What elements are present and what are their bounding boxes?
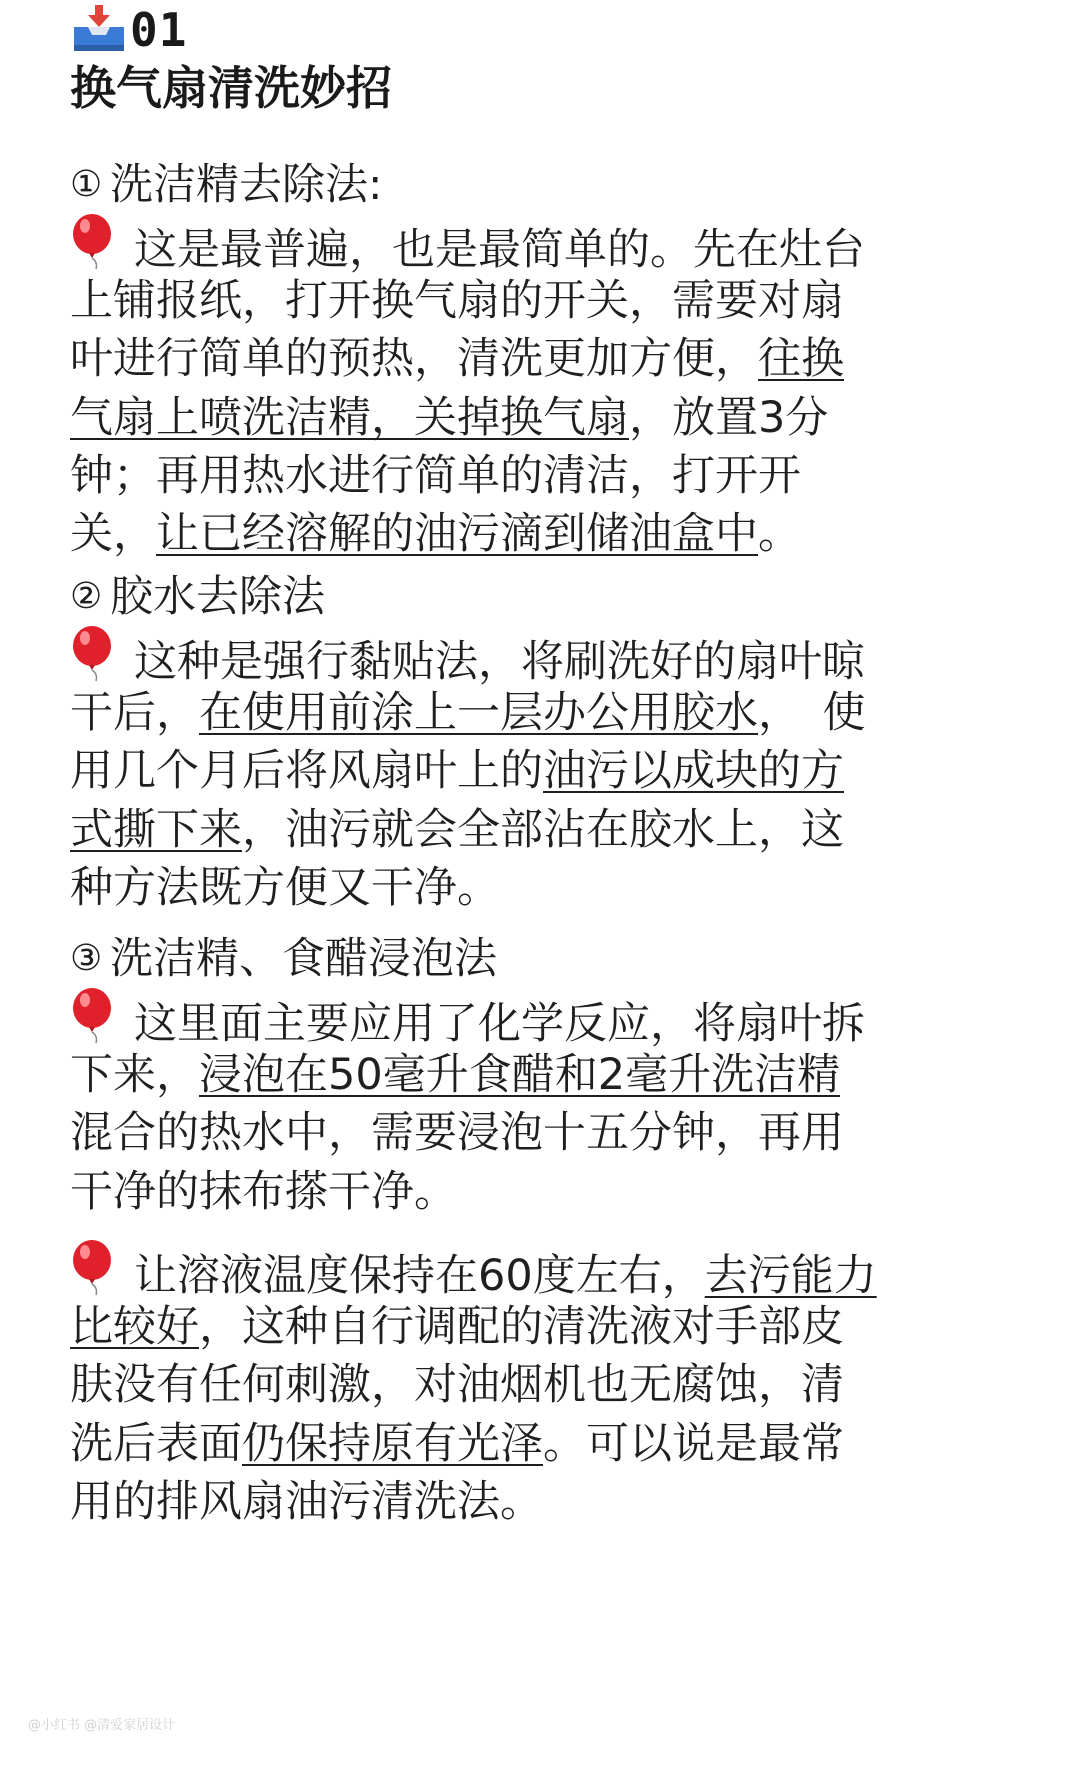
method-heading-text: 洗洁精去除法: [110, 160, 383, 210]
text-segment: 。可以说是最常 [543, 1418, 844, 1469]
text-segment: 种方法既方便又干净。 [70, 862, 500, 913]
circled-number: ③ [70, 938, 103, 979]
method-heading-text: 胶水去除法 [110, 572, 325, 622]
paragraph-line [70, 1240, 1020, 1301]
red-balloon-icon [70, 988, 118, 1044]
text-segment: ，油污就会全部沾在胶水上，这 [242, 804, 844, 855]
text-segment: 上铺报纸，打开换气扇的开关，需要对扇 [70, 276, 844, 327]
text-segment: 钟；再用热水进行简单的清洁，打开开 [70, 450, 801, 501]
underlined-text: 油污以成块的方 [543, 746, 844, 797]
method-heading-text: 洗洁精、食醋浸泡法 [110, 934, 497, 984]
text-segment: ，放置3分 [629, 392, 829, 443]
paragraph-line [70, 988, 1020, 1049]
text-segment: 让溶液温度保持在60度左右， [134, 1251, 705, 1301]
underlined-text: 往换 [758, 334, 844, 385]
circled-number: ① [70, 164, 103, 205]
text-segment: 这里面主要应用了化学反应，将扇叶拆 [134, 999, 865, 1049]
text-segment: 这种是强行黏贴法，将刷洗好的扇叶晾 [134, 637, 865, 687]
method-section [70, 930, 1020, 1221]
text-segment: 下来， [70, 1050, 199, 1101]
underlined-text: 气扇上喷洗洁精，关掉换气扇 [70, 392, 629, 443]
text-segment: 用几个月后将风扇叶上的 [70, 746, 543, 797]
method-section [70, 156, 1020, 563]
paragraph-line [70, 801, 1020, 859]
text-segment: 关， [70, 508, 156, 559]
paragraph-line [70, 1473, 1020, 1531]
underlined-text: 在使用前涂上一层办公用胶水 [199, 688, 758, 739]
method-heading [70, 568, 1020, 626]
method-paragraph [70, 214, 1020, 563]
paragraph-line [70, 272, 1020, 330]
text-segment: 。 [758, 508, 801, 559]
paragraph-line [70, 1104, 1020, 1162]
method-paragraph [70, 988, 1020, 1221]
text-segment: 这是最普遍，也是最简单的。先在灶台 [134, 225, 865, 275]
method-heading [70, 930, 1020, 988]
page-title: 换气扇清洗妙招 [70, 61, 392, 115]
underlined-text: 让已经溶解的油污滴到储油盒中 [156, 508, 758, 559]
text-segment: 用的排风扇油污清洗法。 [70, 1476, 543, 1527]
text-segment: ， 使 [758, 688, 866, 739]
underlined-text: 比较好 [70, 1302, 199, 1353]
method-paragraph [70, 1240, 1020, 1531]
text-segment: 洗后表面 [70, 1418, 242, 1469]
circled-number: ② [70, 576, 103, 617]
text-segment: 干净的抹布搽干净。 [70, 1166, 457, 1217]
paragraph-line [70, 742, 1020, 800]
header-number-line [70, 2, 187, 58]
underlined-text: 仍保持原有光泽 [242, 1418, 543, 1469]
paragraph-line [70, 447, 1020, 505]
watermark: @小红书 @清爱家居设计 [28, 1718, 176, 1733]
text-segment: 叶进行简单的预热，清洗更加方便， [70, 334, 758, 385]
underlined-text: 去污能力 [704, 1251, 877, 1301]
paragraph-line [70, 1356, 1020, 1414]
paragraph-line [70, 626, 1020, 687]
inbox-tray-icon [70, 5, 128, 55]
underlined-text: 浸泡在50毫升食醋和2毫升洗洁精 [199, 1050, 841, 1101]
red-balloon-icon [70, 214, 118, 270]
paragraph-line [70, 1046, 1020, 1104]
text-segment: ，这种自行调配的清洗液对手部皮 [199, 1302, 844, 1353]
method-section [70, 568, 1020, 917]
paragraph-line [70, 1415, 1020, 1473]
paragraph-line [70, 859, 1020, 917]
paragraph-line [70, 330, 1020, 388]
paragraph-line [70, 1163, 1020, 1221]
paragraph-line [70, 505, 1020, 563]
method-heading [70, 156, 1020, 214]
red-balloon-icon [70, 626, 118, 682]
method-paragraph [70, 626, 1020, 917]
text-segment: 干后， [70, 688, 199, 739]
section-number: 01 [130, 3, 188, 57]
paragraph-line [70, 684, 1020, 742]
paragraph-line [70, 1298, 1020, 1356]
text-segment: 肤没有任何刺激，对油烟机也无腐蚀，清 [70, 1360, 844, 1411]
paragraph-line [70, 389, 1020, 447]
method-section [70, 1240, 1020, 1531]
text-segment: 混合的热水中，需要浸泡十五分钟，再用 [70, 1108, 844, 1159]
paragraph-line [70, 214, 1020, 275]
underlined-text: 式撕下来 [70, 804, 242, 855]
red-balloon-icon [70, 1240, 118, 1296]
